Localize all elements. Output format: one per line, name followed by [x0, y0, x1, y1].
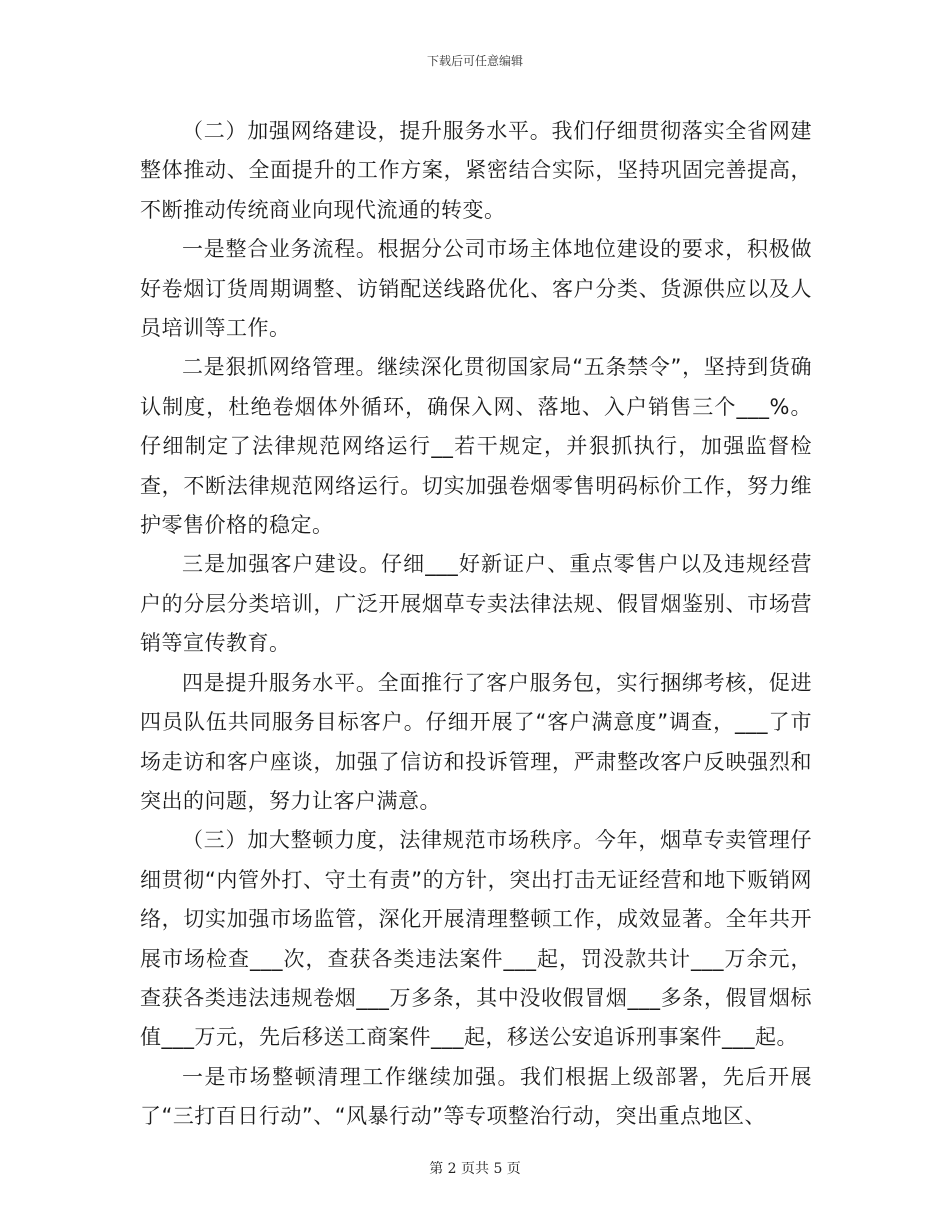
page-header: 下载后可任意编辑	[426, 54, 523, 68]
page-number: 第 2 页共 5 页	[429, 1161, 521, 1177]
paragraph-business-process: 一是整合业务流程。根据分公司市场主体地位建设的要求，积极做好卷烟订货周期调整、访销配送线路优化、客户分类、货源供应以及人员培训等工作。	[140, 237, 812, 341]
paragraph-market-cleanup: 一是市场整顿清理工作继续加强。我们根据上级部署，先后开展了“三打百日行动”、“风暴行动”等专项整治行动，突出重点地区、	[140, 1064, 812, 1129]
document-body	[140, 112, 812, 1137]
paragraph-market-order: （三）加大整顿力度，法律规范市场秩序。今年，烟草专卖管理仔细贯彻“内管外打、守土有责”的方针，突出打击无证经营和地下贩销网络，切实加强市场监管，深化开展清理整顿工作，成效显著。全年共开展市场检查___次，查获各类违法案件___起，罚没款共计___万余元，查获各类违法违规卷烟___万多条，其中没收假冒烟___多条，假冒烟标值___万元，先后移送工商案件___起，移送公安追诉刑事案件___起。	[140, 828, 812, 1050]
paragraph-network-building: （二）加强网络建设，提升服务水平。我们仔细贯彻落实全省网建整体推动、全面提升的工作方案，紧密结合实际，坚持巩固完善提高，不断推动传统商业向现代流通的转变。	[140, 119, 812, 222]
paragraph-customer-building: 三是加强客户建设。仔细___好新证户、重点零售户以及违规经营户的分层分类培训，广泛开展烟草专卖法律法规、假冒烟鉴别、市场营销等宣传教育。	[140, 552, 812, 656]
paragraph-network-management: 二是狠抓网络管理。继续深化贯彻国家局“五条禁令”，坚持到货确认制度，杜绝卷烟体外循环，确保入网、落地、入户销售三个___%。仔细制定了法律规范网络运行__若干规定，并狠抓执行，加强监督检查，不断法律规范网络运行。切实加强卷烟零售明码标价工作，努力维护零售价格的稳定。	[140, 355, 812, 538]
paragraph-service-level: 四是提升服务水平。全面推行了客户服务包，实行捆绑考核，促进四员队伍共同服务目标客户。仔细开展了“客户满意度”调查，___了市场走访和客户座谈，加强了信访和投诉管理，严肃整改客户反映强烈和突出的问题，努力让客户满意。	[140, 670, 812, 813]
